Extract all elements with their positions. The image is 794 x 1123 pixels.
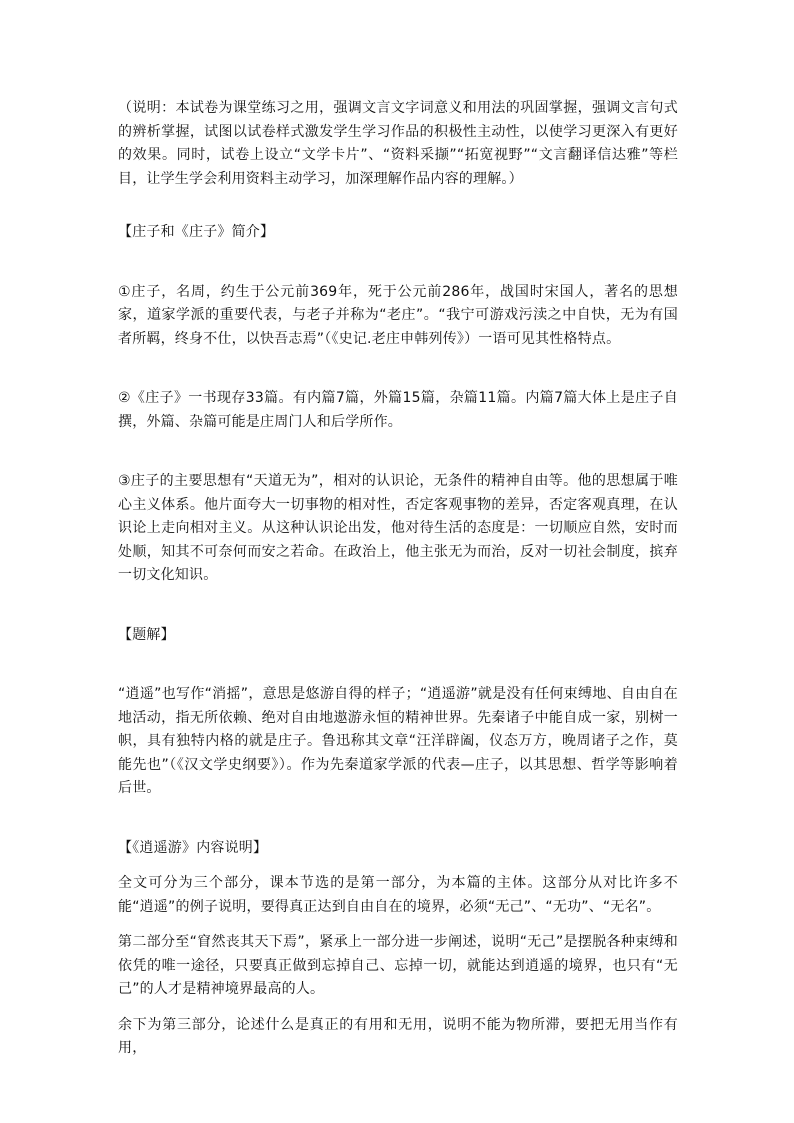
- paragraph-zhuangzi-book: ②《庄子》一书现存33篇。有内篇7篇，外篇15篇，杂篇11篇。内篇7篇大体上是庄子自撰，外篇、杂篇可能是庄周门人和后学所作。: [118, 390, 678, 430]
- paragraph-zhuangzi-thought: ③庄子的主要思想有“天道无为”，相对的认识论，无条件的精神自由等。他的思想属于唯心主义体系。他片面夸大一切事物的相对性，否定客观事物的差异，否定客观真理，在认识论上走向相对主义。从这种认识论出发，他对待生活的态度是：一切顺应自然，安时而处顺，知其不可奈何而安之若命。在政治上，他主张无为而治，反对一切社会制度，摈弃一切文化知识。: [118, 473, 678, 583]
- paragraph-part-one: 全文可分为三个部分，课本节选的是第一部分，为本篇的主体。这部分从对比许多不能“逍遥”的例子说明，要得真正达到自由自在的境界，必须“无己”、“无功”、“无名”。: [118, 875, 678, 915]
- paragraph-part-two: 第二部分至“窅然丧其天下焉”，紧承上一部分进一步阐述，说明“无己”是摆脱各种束缚和依凭的唯一途径，只要真正做到忘掉自己、忘掉一切，就能达到逍遥的境界，也只有“无己”的人才是精神境界最高的人。: [118, 934, 678, 997]
- section-heading-zhuangzi-intro: 【庄子和《庄子》简介】: [118, 224, 275, 240]
- document-page: [118, 97, 678, 1073]
- intro-note: （说明：本试卷为课堂练习之用，强调文言文字词意义和用法的巩固掌握，强调文言句式的辨析掌握，试图以试卷样式激发学生学习作品的积极性主动性，以使学习更深入有更好的效果。同时，试卷上设立“文学卡片”、“资料采撷”“拓宽视野”“文言翻译信达雅”等栏目，让学生学会利用资料主动学习，加深理解作品内容的理解。）: [118, 100, 678, 187]
- paragraph-zhuangzi-bio: ①庄子，名周，约生于公元前369年，死于公元前286年，战国时宋国人，著名的思想家，道家学派的重要代表，与老子并称为“老庄”。“我宁可游戏污渎之中自快，无为有国者所羁，终身不仕，以快吾志焉”（《史记.老庄申韩列传》）一语可见其性格特点。: [118, 283, 678, 347]
- paragraph-part-three: 余下为第三部分，论述什么是真正的有用和无用，说明不能为物所滞，要把无用当作有用，: [118, 1016, 678, 1056]
- paragraph-title-explanation: “逍遥”也写作“消摇”，意思是悠游自得的样子；“逍遥游”就是没有任何束缚地、自由自在地活动，指无所依赖、绝对自由地遨游永恒的精神世界。先秦诸子中能自成一家，别树一帜，具有独特内格的就是庄子。鲁迅称其文章“汪洋辟阖，仪态万方，晚周诸子之作，莫能先也”（《汉文学史纲要》）。作为先秦道家学派的代表—庄子，以其思想、哲学等影响着后世。: [118, 686, 678, 796]
- section-heading-content-notes: 【《逍遥游》内容说明】: [118, 839, 268, 856]
- section-heading-title-explanation: 【题解】: [118, 626, 175, 643]
